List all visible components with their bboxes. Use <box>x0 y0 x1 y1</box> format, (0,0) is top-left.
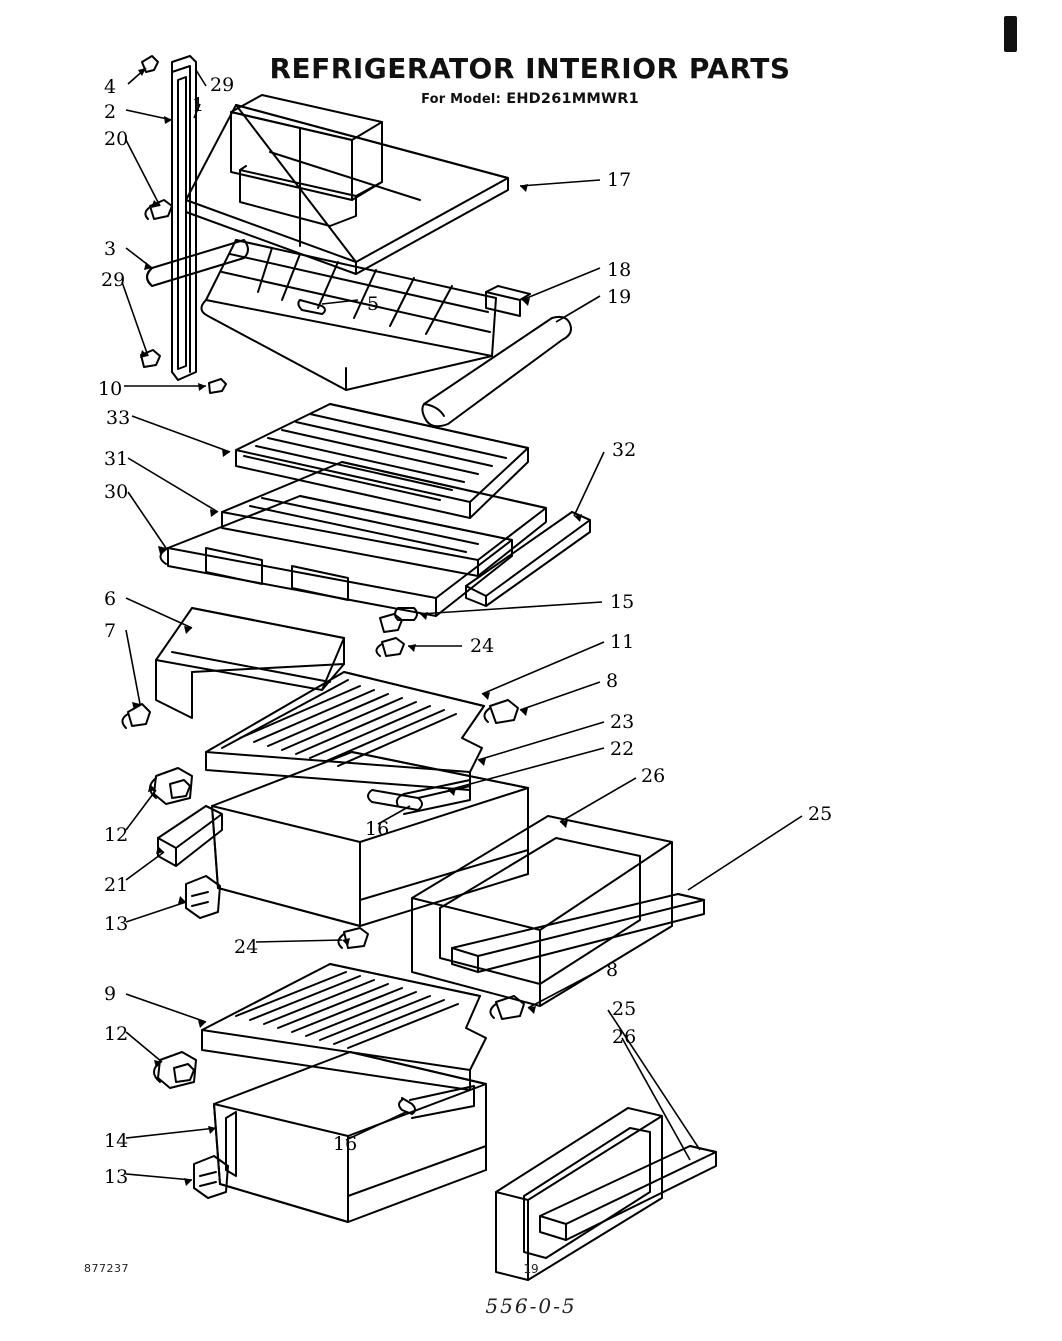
callout-15: 15 <box>610 591 635 613</box>
model-label: For Model: <box>421 92 501 107</box>
callout-20: 20 <box>104 128 129 150</box>
part-roller-12-lower <box>154 1052 196 1088</box>
page-number: 19 <box>523 1262 539 1276</box>
part-fastener-8-upper <box>484 700 518 723</box>
callout-18: 18 <box>607 259 632 281</box>
callout-33: 33 <box>106 407 131 429</box>
callout-31: 31 <box>104 448 129 470</box>
callout-19: 19 <box>607 286 632 308</box>
callout-29-mid: 29 <box>101 269 126 291</box>
callout-9: 9 <box>104 983 117 1005</box>
callout-7: 7 <box>104 620 117 642</box>
callout-12-upper: 12 <box>104 824 129 846</box>
callout-10: 10 <box>98 378 123 400</box>
callout-8-upper: 8 <box>606 670 619 692</box>
part-fastener-24-upper <box>376 638 404 656</box>
callout-14: 14 <box>104 1130 129 1152</box>
callout-29-top: 29 <box>210 74 235 96</box>
callout-5: 5 <box>367 293 380 315</box>
drawing-number: 877237 <box>84 1262 129 1275</box>
part-fastener-8-lower <box>490 996 524 1019</box>
callout-11: 11 <box>610 631 635 653</box>
callout-4: 4 <box>104 76 117 98</box>
callout-32: 32 <box>612 439 637 461</box>
callout-26-upper: 26 <box>641 765 666 787</box>
callout-16-lower: 16 <box>333 1133 358 1155</box>
callout-13-lower: 13 <box>104 1166 129 1188</box>
page-title: REFRIGERATOR INTERIOR PARTS <box>269 52 791 85</box>
callout-12-lower: 12 <box>104 1023 129 1045</box>
part-tube-19 <box>422 317 571 426</box>
callout-6: 6 <box>104 588 117 610</box>
callout-24-lower: 24 <box>234 936 259 958</box>
part-top-shelf-17 <box>186 105 508 274</box>
part-crisper-frame-31 <box>222 462 546 576</box>
callout-17: 17 <box>607 169 632 191</box>
callout-22: 22 <box>610 738 635 760</box>
part-drawer-front-22 <box>412 816 672 1006</box>
part-grid-shelf-11 <box>206 672 484 790</box>
callout-2: 2 <box>104 101 117 123</box>
callout-16-upper: 16 <box>365 818 390 840</box>
sheet-code: 556-0-5 <box>485 1294 577 1318</box>
callout-13-upper: 13 <box>104 913 129 935</box>
part-roller-12-upper <box>150 768 192 804</box>
part-wire-shelf-5 <box>201 240 496 390</box>
callout-8-lower: 8 <box>606 959 619 981</box>
part-fastener-24-lower <box>338 928 368 948</box>
part-drawer-front-26-lower <box>496 1108 662 1280</box>
callout-23: 23 <box>610 711 635 733</box>
part-clip-13-upper <box>186 876 220 918</box>
part-grid-shelf-9 <box>202 964 486 1090</box>
callout-25-upper: 25 <box>808 803 833 825</box>
leader-arrowheads <box>132 68 582 1186</box>
part-dairy-bin-1 <box>231 95 382 226</box>
callout-26-lower: 26 <box>612 1026 637 1048</box>
callout-24-upper: 24 <box>470 635 495 657</box>
callout-25-lower: 25 <box>612 998 637 1020</box>
part-rail-32 <box>466 512 590 606</box>
callout-3: 3 <box>104 238 117 260</box>
part-fastener-group-top <box>141 56 226 393</box>
callout-1: 1 <box>192 94 205 116</box>
callout-21: 21 <box>104 874 129 896</box>
model-number: EHD261MMWR1 <box>506 91 639 107</box>
leader-lines <box>122 68 802 1180</box>
callout-30: 30 <box>104 481 129 503</box>
part-clip-13-lower <box>194 1156 228 1198</box>
